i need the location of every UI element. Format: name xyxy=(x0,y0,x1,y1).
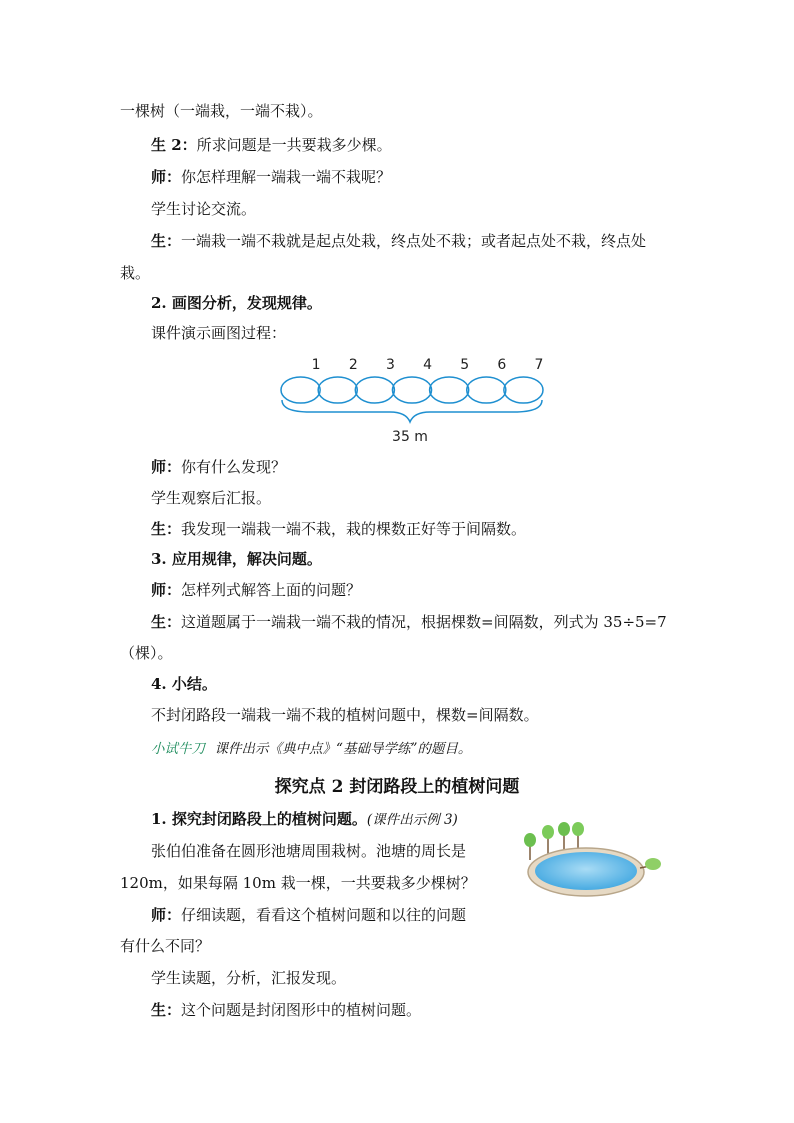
text-line xyxy=(151,456,286,478)
speaker: 师： xyxy=(151,906,182,924)
text-line: 120m，如果每隔 10m 栽一棵，一共要栽多少棵树？ xyxy=(120,874,476,892)
interval-segment xyxy=(430,377,469,403)
speaker: 师： xyxy=(151,168,182,186)
tree-number: 6 xyxy=(497,357,507,373)
pond-illustration xyxy=(516,820,666,900)
pond-water xyxy=(535,852,637,890)
length-label: 35 m xyxy=(392,429,428,445)
tree-icon xyxy=(524,833,536,860)
text-line xyxy=(151,579,361,601)
speaker: 生： xyxy=(151,520,182,538)
speaker: 生： xyxy=(151,613,182,631)
dialogue: 我发现一端栽一端不栽，栽的棵数正好等于间隔数。 xyxy=(181,520,527,538)
tree-number: 1 xyxy=(311,357,321,373)
dialogue: 这道题属于一端栽一端不栽的情况，根据棵数=间隔数，列式为 35÷5=7 xyxy=(181,613,667,631)
subheading: 2. 画图分析，发现规律。 xyxy=(151,294,322,312)
section-title: 探究点 2 封闭路段上的植树问题 xyxy=(274,777,520,797)
speaker: 生： xyxy=(151,232,182,250)
tree-icon xyxy=(558,822,570,850)
tree-diagram xyxy=(270,348,560,448)
text-line: （棵）。 xyxy=(120,644,173,662)
practice-label: 小试牛刀 xyxy=(151,741,205,757)
text-line xyxy=(151,166,391,188)
text-line: 学生读题，分析，汇报发现。 xyxy=(151,969,347,987)
text-line: 张伯伯准备在圆形池塘周围栽树。池塘的周长是 xyxy=(151,842,467,860)
interval-segment xyxy=(355,377,394,403)
interval-segment xyxy=(318,377,357,403)
interval-segment xyxy=(467,377,506,403)
dialogue: 你怎样理解一端栽一端不栽呢？ xyxy=(181,168,392,186)
subheading-note: (课件出示例 3) xyxy=(366,812,458,828)
subheading xyxy=(151,808,458,831)
practice-text: 课件出示《典中点》“基础导学练”的题目。 xyxy=(214,741,472,757)
interval-segment xyxy=(281,377,320,403)
speaker: 师： xyxy=(151,458,182,476)
tree-icon xyxy=(542,825,554,854)
dialogue: 这个问题是封闭图形中的植树问题。 xyxy=(181,1001,422,1019)
text-line: 有什么不同？ xyxy=(120,937,211,955)
subheading-text: 1. 探究封闭路段上的植树问题。 xyxy=(151,810,367,828)
text-line xyxy=(151,999,421,1021)
tree-number: 5 xyxy=(460,357,470,373)
text-line: 一棵树（一端栽，一端不栽）。 xyxy=(120,102,323,120)
subheading: 4. 小结。 xyxy=(151,675,217,693)
dialogue: 你有什么发现？ xyxy=(181,458,287,476)
dialogue: 一端栽一端不栽就是起点处栽，终点处不栽；或者起点处不栽，终点处 xyxy=(181,232,647,250)
text-line: 学生讨论交流。 xyxy=(151,200,257,218)
tree-icon xyxy=(572,822,584,850)
text-line: 栽。 xyxy=(120,264,151,282)
speaker: 生 2： xyxy=(151,136,197,154)
speaker: 生： xyxy=(151,1001,182,1019)
tree-number: 7 xyxy=(534,357,544,373)
tree-number: 2 xyxy=(348,357,358,373)
dialogue: 怎样列式解答上面的问题？ xyxy=(181,581,362,599)
speaker: 师： xyxy=(151,581,182,599)
subheading: 3. 应用规律，解决问题。 xyxy=(151,550,322,568)
text-line xyxy=(151,518,526,540)
interval-segment xyxy=(504,377,543,403)
text-line xyxy=(151,611,667,633)
dialogue: 仔细读题，看看这个植树问题和以往的问题 xyxy=(181,906,467,924)
text-line: 不封闭路段一端栽一端不栽的植树问题中，棵数=间隔数。 xyxy=(151,706,539,724)
text-line xyxy=(151,134,392,156)
interval-segment xyxy=(392,377,431,403)
text-line xyxy=(151,230,646,252)
dialogue: 所求问题是一共要栽多少棵。 xyxy=(196,136,392,154)
text-line: 课件演示画图过程： xyxy=(151,324,287,342)
tree-number: 3 xyxy=(385,357,395,373)
text-line xyxy=(151,904,466,926)
text-line: 学生观察后汇报。 xyxy=(151,489,272,507)
text-line xyxy=(151,737,471,760)
tree-number: 4 xyxy=(423,357,433,373)
